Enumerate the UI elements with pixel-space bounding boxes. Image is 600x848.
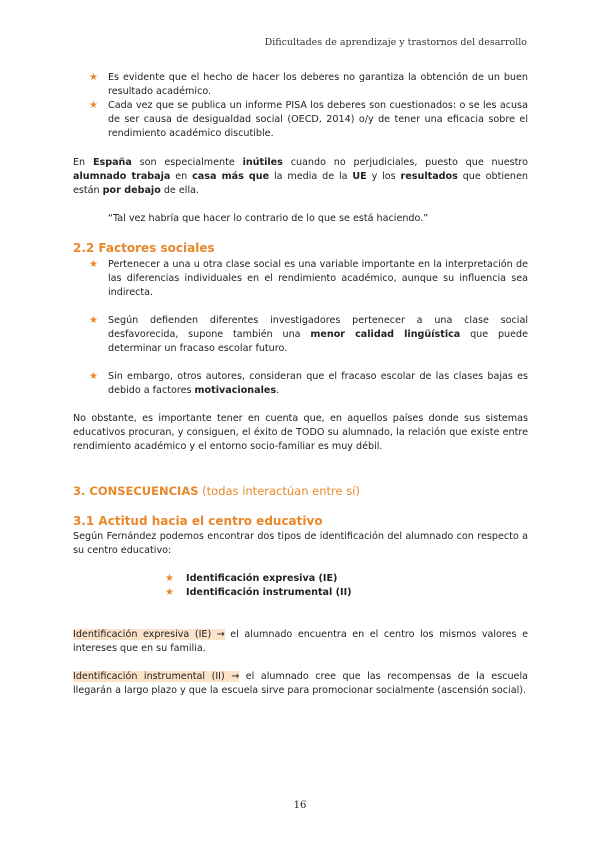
spain-paragraph: En España son especialmente inútiles cuando no perjudiciales, puesto que nuestro alumnado trabaja en casa más que la media de la UE y los resultados que obtienen están por debajo de ella. <box>73 157 528 197</box>
ie-definition: Identificación expresiva (IE) → el alumnado encuentra en el centro los mismos valores e intereses que en su familia. <box>73 629 528 655</box>
star-bullet-icon: ★ <box>89 315 98 326</box>
fernandez-paragraph: Según Fernández podemos encontrar dos tipos de identificación del alumnado con respecto a su centro educativo: <box>73 531 528 557</box>
star-bullet-icon: ★ <box>89 371 98 382</box>
bullet-text: Es evidente que el hecho de hacer los deberes no garantiza la obtención de un buen resultado académico. <box>108 72 528 98</box>
section-heading-3-1: 3.1 Actitud hacia el centro educativo <box>73 514 323 528</box>
id-type-item: Identificación expresiva (IE) <box>186 573 338 584</box>
running-header: Dificultades de aprendizaje y trastornos del desarrollo <box>264 37 527 48</box>
section-heading-3: 3. CONSECUENCIAS (todas interactúan entre sí) <box>73 484 360 498</box>
star-bullet-icon: ★ <box>89 100 98 111</box>
page-number: 16 <box>293 800 307 811</box>
star-bullet-icon: ★ <box>89 259 98 270</box>
star-bullet-icon: ★ <box>165 573 174 584</box>
bullet-text: Cada vez que se publica un informe PISA los deberes son cuestionados: o se les acusa de ser causa de desigualdad social (OECD, 2014) o/y de tener una eficacia sobre el rendimiento académico discutible. <box>108 100 528 140</box>
section-heading-2-2: 2.2 Factores sociales <box>73 241 215 255</box>
star-bullet-icon: ★ <box>89 72 98 83</box>
no-obstante-paragraph: No obstante, es importante tener en cuenta que, en aquellos países donde sus sistemas educativos procuran, y consiguen, el éxito de TODO su alumnado, la relación que existe entre rendimiento académico y el entorno socio-familiar es muy débil. <box>73 413 528 453</box>
id-type-item: Identificación instrumental (II) <box>186 587 352 598</box>
bullet-text: Pertenecer a una u otra clase social es una variable importante en la interpretación de las diferencias individuales en el rendimiento académico, aunque su influencia sea indirecta. <box>108 259 528 299</box>
quote: “Tal vez habría que hacer lo contrario de lo que se está haciendo.” <box>108 213 429 224</box>
bullet-text: Sin embargo, otros autores, consideran que el fracaso escolar de las clases bajas es debido a factores motivacionales. <box>108 371 528 397</box>
star-bullet-icon: ★ <box>165 587 174 598</box>
bullet-text: Según defienden diferentes investigadores pertenecer a una clase social desfavorecida, supone también una menor calidad lingüística que puede determinar un fracaso escolar futuro. <box>108 315 529 355</box>
ii-definition: Identificación instrumental (II) → el alumnado cree que las recompensas de la escuela llegarán a largo plazo y que la escuela sirve para promocionar socialmente (ascensión social). <box>73 671 528 697</box>
